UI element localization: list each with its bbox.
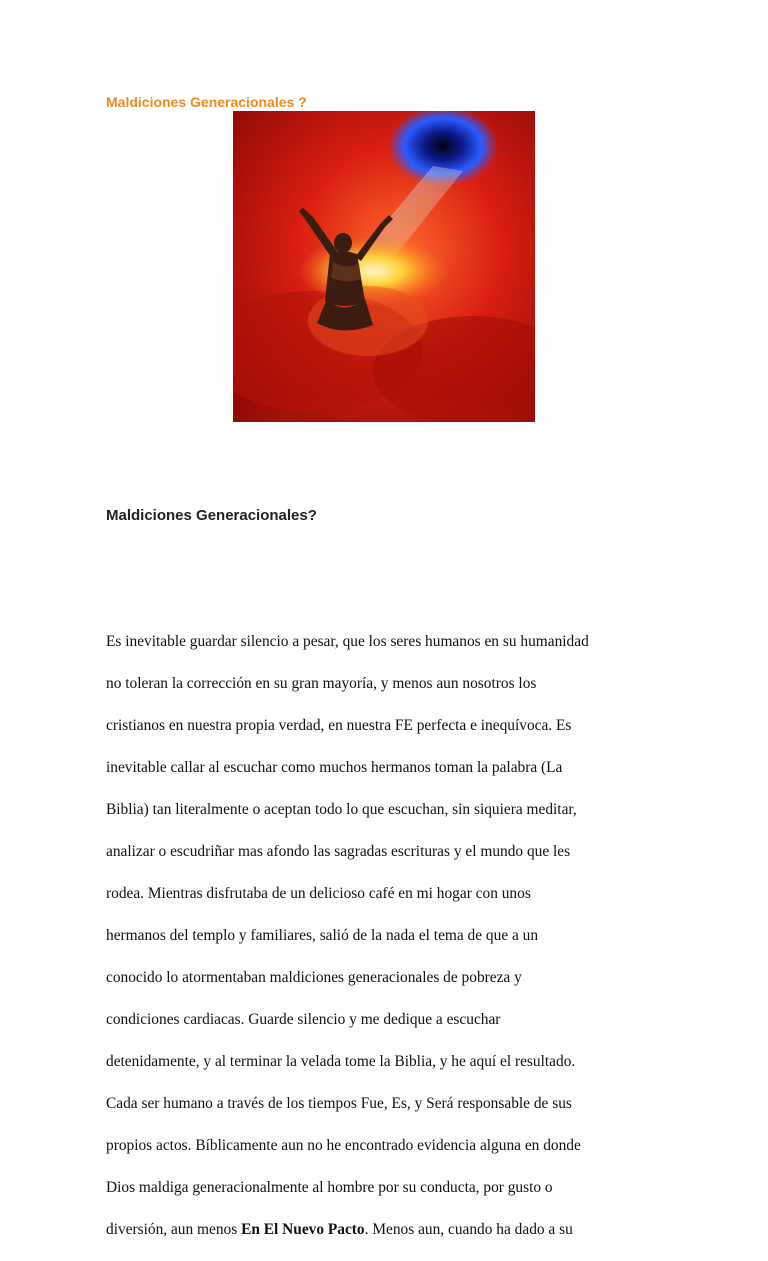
praying-man-image bbox=[233, 111, 535, 422]
paragraph-line: hermanos del templo y familiares, salió de la nada el tema de que a un bbox=[106, 927, 539, 944]
paragraph-line: Biblia) tan literalmente o aceptan todo lo que escuchan, sin siquiera meditar, bbox=[106, 801, 577, 818]
paragraph-line: analizar o escudriñar mas afondo las sagradas escrituras y el mundo que les bbox=[106, 843, 571, 860]
page-title: Maldiciones Generacionales ? bbox=[106, 94, 307, 110]
body-paragraph bbox=[106, 610, 666, 1261]
paragraph-line: detenidamente, y al terminar la velada tome la Biblia, y he aquí el resultado. bbox=[106, 1053, 576, 1070]
paragraph-line-last bbox=[106, 1219, 666, 1240]
paragraph-line: conocido lo atormentaban maldiciones generacionales de pobreza y bbox=[106, 969, 522, 986]
text-span: diversión, aun menos bbox=[106, 1221, 242, 1238]
text-span: . Menos aun, cuando ha dado a su bbox=[364, 1221, 573, 1238]
section-heading: Maldiciones Generacionales? bbox=[106, 507, 317, 524]
bold-phrase: En El Nuevo Pacto bbox=[241, 1221, 365, 1238]
paragraph-line: Cada ser humano a través de los tiempos Fue, Es, y Será responsable de sus bbox=[106, 1095, 572, 1112]
paragraph-line: no toleran la corrección en su gran mayoría, y menos aun nosotros los bbox=[106, 675, 537, 692]
paragraph-line: cristianos en nuestra propia verdad, en nuestra FE perfecta e inequívoca. Es bbox=[106, 717, 572, 734]
paragraph-line: rodea. Mientras disfrutaba de un delicioso café en mi hogar con unos bbox=[106, 885, 531, 902]
paragraph-line: condiciones cardiacas. Guarde silencio y me dedique a escuchar bbox=[106, 1011, 501, 1028]
paragraph-line: propios actos. Bíblicamente aun no he encontrado evidencia alguna en donde bbox=[106, 1137, 581, 1154]
paragraph-line: Es inevitable guardar silencio a pesar, que los seres humanos en su humanidad bbox=[106, 633, 589, 650]
paragraph-line: Dios maldiga generacionalmente al hombre por su conducta, por gusto o bbox=[106, 1179, 553, 1196]
paragraph-line: inevitable callar al escuchar como muchos hermanos toman la palabra (La bbox=[106, 759, 563, 776]
